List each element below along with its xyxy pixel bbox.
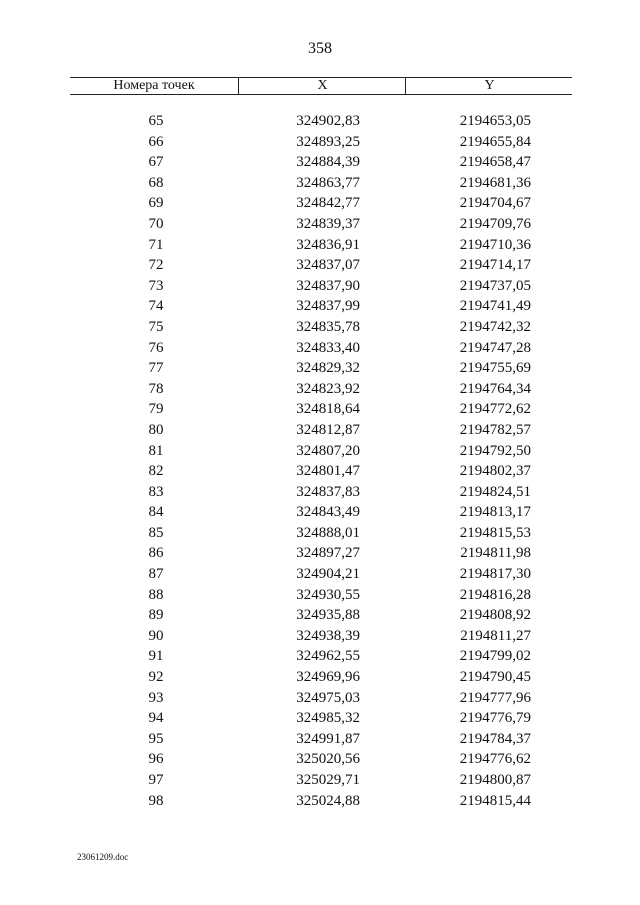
y-coordinate-cell: 2194714,17: [459, 257, 531, 274]
table-row: [0, 688, 640, 709]
point-number-cell: 95: [148, 730, 164, 747]
point-number-cell: 96: [148, 751, 164, 768]
x-coordinate-cell: 324835,78: [296, 318, 360, 335]
x-coordinate-cell: 324888,01: [296, 524, 360, 541]
table-row: [0, 729, 640, 750]
point-number-cell: 65: [148, 113, 164, 129]
y-coordinate-cell: 2194782,57: [459, 421, 531, 438]
table-row: [0, 296, 640, 317]
point-number-cell: 77: [148, 360, 164, 377]
table-body: [0, 111, 640, 811]
table-row: [0, 276, 640, 297]
y-coordinate-cell: 2194816,28: [459, 586, 531, 603]
table-row: [0, 358, 640, 379]
point-number-cell: 80: [148, 421, 164, 438]
x-coordinate-cell: 324807,20: [296, 442, 360, 459]
point-number-cell: 89: [148, 607, 164, 624]
x-coordinate-cell: 324842,77: [296, 195, 360, 212]
table-row: [0, 646, 640, 667]
y-coordinate-cell: 2194747,28: [459, 339, 531, 356]
y-coordinate-cell: 2194776,62: [459, 751, 531, 768]
y-coordinate-cell: 2194811,98: [460, 545, 531, 562]
table-row: [0, 502, 640, 523]
x-coordinate-cell: 325020,56: [296, 751, 360, 768]
table-row: [0, 420, 640, 441]
x-coordinate-cell: 324902,83: [296, 113, 360, 129]
x-coordinate-cell: 324823,92: [296, 380, 360, 397]
y-coordinate-cell: 2194653,05: [459, 113, 531, 129]
y-coordinate-cell: 2194776,79: [459, 710, 531, 727]
table-row: [0, 791, 640, 812]
y-coordinate-cell: 2194709,76: [459, 215, 531, 232]
table-row: [0, 667, 640, 688]
x-coordinate-cell: 324985,32: [296, 710, 360, 727]
table-row: [0, 379, 640, 400]
x-coordinate-cell: 324839,37: [296, 215, 360, 232]
point-number-cell: 71: [148, 236, 164, 253]
x-coordinate-cell: 324837,90: [296, 277, 360, 294]
x-coordinate-cell: 324818,64: [296, 401, 360, 418]
y-coordinate-cell: 2194741,49: [459, 298, 531, 315]
y-coordinate-cell: 2194755,69: [459, 360, 531, 377]
table-row: [0, 193, 640, 214]
x-coordinate-cell: 324863,77: [296, 174, 360, 191]
table-row: [0, 255, 640, 276]
table-row: [0, 111, 640, 132]
table-row: [0, 523, 640, 544]
table-row: [0, 543, 640, 564]
point-number-cell: 98: [148, 792, 164, 809]
header-x: X: [238, 78, 406, 94]
y-coordinate-cell: 2194784,37: [459, 730, 531, 747]
y-coordinate-cell: 2194710,36: [459, 236, 531, 253]
table-row: [0, 338, 640, 359]
x-coordinate-cell: 324897,27: [296, 545, 360, 562]
point-number-cell: 82: [148, 463, 164, 480]
table-row: [0, 441, 640, 462]
x-coordinate-cell: 324837,83: [296, 483, 360, 500]
point-number-cell: 78: [148, 380, 164, 397]
y-coordinate-cell: 2194737,05: [459, 277, 531, 294]
point-number-cell: 94: [148, 710, 164, 727]
x-coordinate-cell: 324935,88: [296, 607, 360, 624]
point-number-cell: 74: [148, 298, 164, 315]
page-number: 358: [308, 40, 332, 57]
point-number-cell: 66: [148, 133, 164, 150]
table-row: [0, 585, 640, 606]
point-number-cell: 79: [148, 401, 164, 418]
point-number-cell: 73: [148, 277, 164, 294]
table-row: [0, 749, 640, 770]
y-coordinate-cell: 2194802,37: [459, 463, 531, 480]
point-number-cell: 69: [148, 195, 164, 212]
table-row: [0, 173, 640, 194]
x-coordinate-cell: 324837,99: [296, 298, 360, 315]
y-coordinate-cell: 2194799,02: [459, 648, 531, 665]
header-point-number: Номера точек: [113, 78, 195, 93]
table-row: [0, 626, 640, 647]
y-coordinate-cell: 2194742,32: [459, 318, 531, 335]
x-coordinate-cell: 324962,55: [296, 648, 360, 665]
y-coordinate-cell: 2194658,47: [459, 154, 531, 171]
y-coordinate-cell: 2194817,30: [459, 566, 531, 583]
point-number-cell: 76: [148, 339, 164, 356]
table-row: [0, 152, 640, 173]
x-coordinate-cell: 324833,40: [296, 339, 360, 356]
x-coordinate-cell: 324837,07: [296, 257, 360, 274]
x-coordinate-cell: 324843,49: [296, 504, 360, 521]
x-coordinate-cell: 324930,55: [296, 586, 360, 603]
point-number-cell: 88: [148, 586, 164, 603]
table-row: [0, 708, 640, 729]
y-coordinate-cell: 2194813,17: [459, 504, 531, 521]
x-coordinate-cell: 324884,39: [296, 154, 360, 171]
y-coordinate-cell: 2194815,53: [459, 524, 531, 541]
x-coordinate-cell: 324801,47: [296, 463, 360, 480]
x-coordinate-cell: 324904,21: [296, 566, 360, 583]
table-row: [0, 770, 640, 791]
point-number-cell: 75: [148, 318, 164, 335]
y-coordinate-cell: 2194704,67: [459, 195, 531, 212]
y-coordinate-cell: 2194824,51: [459, 483, 531, 500]
x-coordinate-cell: 324893,25: [296, 133, 360, 150]
point-number-cell: 97: [148, 772, 164, 788]
x-coordinate-cell: 324975,03: [296, 689, 360, 706]
point-number-cell: 85: [148, 524, 164, 541]
table-row: [0, 564, 640, 585]
table-row: [0, 482, 640, 503]
y-coordinate-cell: 2194815,44: [459, 792, 531, 809]
table-row: [0, 214, 640, 235]
point-number-cell: 67: [148, 154, 164, 171]
table-header: [70, 77, 572, 95]
table-row: [0, 132, 640, 153]
point-number-cell: 68: [148, 174, 164, 191]
y-coordinate-cell: 2194808,92: [459, 607, 531, 624]
point-number-cell: 72: [148, 257, 164, 274]
document-filename: 23061209.doc: [77, 852, 129, 862]
table-row: [0, 461, 640, 482]
point-number-cell: 83: [148, 483, 164, 500]
y-coordinate-cell: 2194790,45: [459, 669, 531, 686]
point-number-cell: 86: [148, 545, 164, 562]
y-coordinate-cell: 2194800,87: [459, 772, 531, 788]
point-number-cell: 87: [148, 566, 164, 583]
header-y: Y: [405, 78, 573, 94]
table-row: [0, 399, 640, 420]
point-number-cell: 84: [148, 504, 164, 521]
point-number-cell: 90: [148, 627, 164, 644]
point-number-cell: 91: [148, 648, 164, 665]
y-coordinate-cell: 2194811,27: [460, 627, 531, 644]
y-coordinate-cell: 2194681,36: [459, 174, 531, 191]
y-coordinate-cell: 2194655,84: [459, 133, 531, 150]
y-coordinate-cell: 2194792,50: [459, 442, 531, 459]
point-number-cell: 81: [148, 442, 164, 459]
table-row: [0, 235, 640, 256]
y-coordinate-cell: 2194764,34: [459, 380, 531, 397]
x-coordinate-cell: 325029,71: [296, 772, 360, 788]
y-coordinate-cell: 2194772,62: [459, 401, 531, 418]
x-coordinate-cell: 324836,91: [296, 236, 360, 253]
point-number-cell: 93: [148, 689, 164, 706]
y-coordinate-cell: 2194777,96: [459, 689, 531, 706]
table-row: [0, 605, 640, 626]
x-coordinate-cell: 324812,87: [296, 421, 360, 438]
x-coordinate-cell: 325024,88: [296, 792, 360, 809]
x-coordinate-cell: 324829,32: [296, 360, 360, 377]
point-number-cell: 92: [148, 669, 164, 686]
x-coordinate-cell: 324991,87: [296, 730, 360, 747]
x-coordinate-cell: 324969,96: [296, 669, 360, 686]
x-coordinate-cell: 324938,39: [296, 627, 360, 644]
point-number-cell: 70: [148, 215, 164, 232]
table-row: [0, 317, 640, 338]
